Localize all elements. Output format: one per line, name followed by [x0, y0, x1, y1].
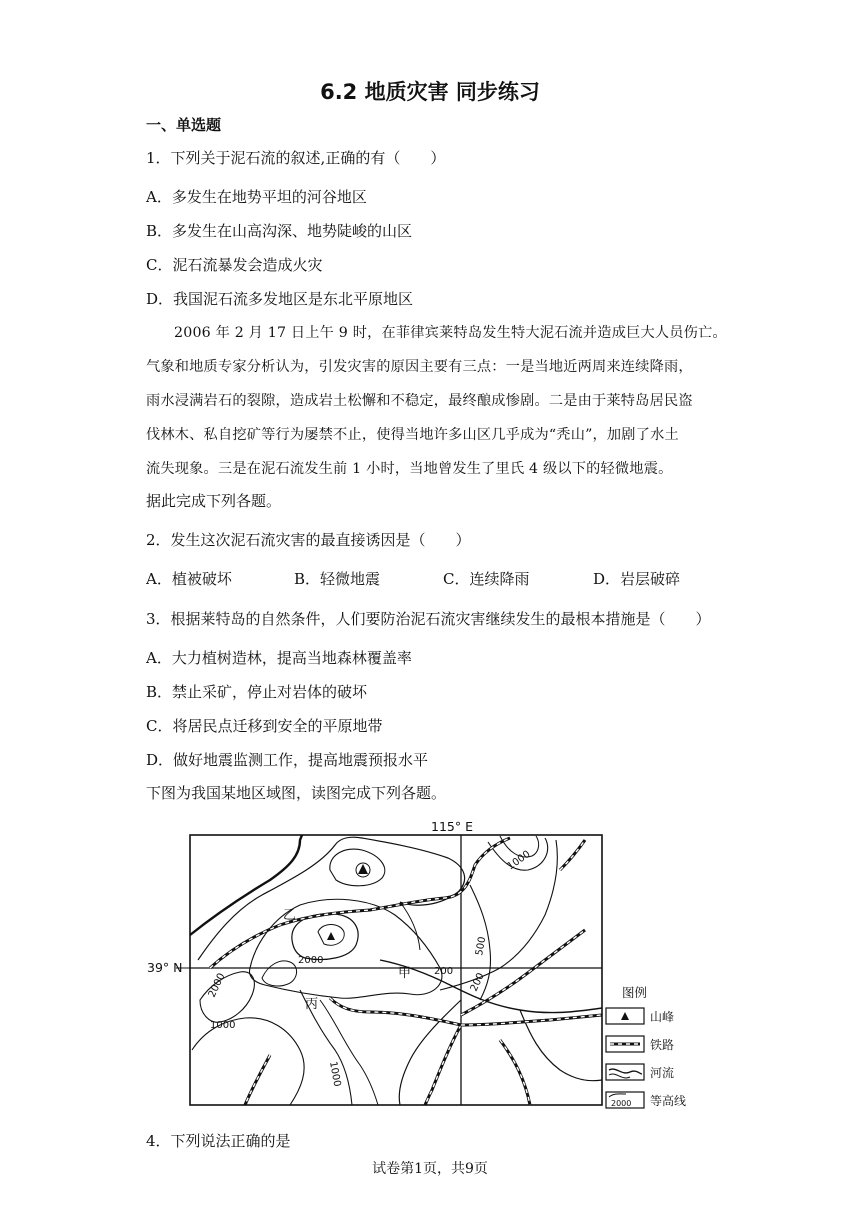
- passage-line-3: 雨水浸满岩石的裂隙，造成岩土松懈和不稳定，最终酿成惨剧。二是由于莱特岛居民盗: [146, 393, 693, 409]
- map-intro: 下图为我国某地区域图，读图完成下列各题。: [146, 784, 447, 802]
- question-2-stem: 2．发生这次泥石流灾害的最直接诱因是（ ）: [146, 531, 471, 549]
- question-2-option-a: A．植被破坏: [146, 570, 232, 588]
- latitude-label: 39° N: [147, 960, 183, 975]
- contour-label-200-b: 200: [434, 966, 454, 977]
- legend-title: 图例: [622, 985, 648, 1000]
- legend-river-label: 河流: [650, 1066, 675, 1080]
- question-1-stem: 1．下列关于泥石流的叙述,正确的有（ ）: [146, 149, 446, 167]
- passage-line-5: 流失现象。三是在泥石流发生前 1 小时，当地曾发生了里氏 4 级以下的轻微地震。: [146, 461, 673, 477]
- question-1-option-d: D．我国泥石流多发地区是东北平原地区: [146, 290, 414, 308]
- contour-2000-central: [292, 914, 358, 960]
- passage-line-1: 2006 年 2 月 17 日上午 9 时，在菲律宾莱特岛发生特大泥石流并造成巨大人员伤亡。: [174, 325, 727, 341]
- question-3-option-d: D．做好地震监测工作，提高地震预报水平: [146, 751, 429, 769]
- legend-contour-sample: 2000: [611, 1099, 632, 1108]
- contour-outer: [198, 837, 465, 960]
- contour-upper-peak: [330, 849, 385, 886]
- peak-icon-central: [327, 932, 335, 940]
- question-2-option-b: B．轻微地震: [294, 570, 381, 588]
- passage-instruction: 据此完成下列各题。: [146, 492, 282, 510]
- contour-label-2000-left: 2000: [206, 971, 228, 1000]
- question-1-option-a: A．多发生在地势平坦的河谷地区: [146, 188, 367, 206]
- contour-mid: [250, 899, 442, 998]
- question-2-option-d: D．岩层破碎: [593, 570, 681, 588]
- place-label-jia: 甲: [398, 966, 412, 981]
- passage-line-4: 伐林木、私自挖矿等行为屡禁不止，使得当地许多山区几乎成为“秃山”，加剧了水土: [146, 427, 679, 443]
- contour-label-1000-lower: 1000: [327, 1060, 343, 1088]
- peak-icon-north: [358, 864, 368, 874]
- question-4-stem: 4．下列说法正确的是: [146, 1132, 291, 1150]
- contour-2000-left: [200, 972, 254, 1023]
- question-3-option-c: C．将居民点迁移到安全的平原地带: [146, 717, 383, 735]
- place-label-yi: 乙: [283, 908, 297, 923]
- place-label-bing: 丙: [305, 997, 319, 1012]
- contour-label-1000-ne: 1000: [505, 848, 533, 873]
- passage-line-2: 气象和地质专家分析认为，引发灾害的原因主要有三点：一是当地近两周来连续降雨，: [146, 359, 693, 375]
- question-3-option-a: A．大力植树造林，提高当地森林覆盖率: [146, 649, 412, 667]
- longitude-label: 115° E: [431, 819, 473, 834]
- map-frame: [190, 835, 602, 1105]
- legend-contour-label: 等高线: [650, 1094, 687, 1108]
- contour-label-200-a: 200: [468, 971, 487, 994]
- question-3-stem: 3．根据莱特岛的自然条件，人们要防治泥石流灾害继续发生的最根本措施是（ ）: [146, 610, 711, 628]
- contour-label-1000-left: 1000: [210, 1020, 236, 1031]
- page-footer: 试卷第1页，共9页: [372, 1161, 488, 1177]
- page-title: 6.2 地质灾害 同步练习: [320, 80, 540, 104]
- legend-river-icon: [609, 1069, 642, 1074]
- contour-label-2000-central: 2000: [298, 955, 324, 966]
- section-heading: 一、单选题: [146, 116, 222, 134]
- legend-railway-label: 铁路: [650, 1038, 675, 1052]
- question-1-option-b: B．多发生在山高沟深、地势陡峻的山区: [146, 222, 413, 240]
- legend-peak-label: 山峰: [650, 1010, 675, 1024]
- question-3-option-b: B．禁止采矿，停止对岩体的破坏: [146, 683, 368, 701]
- legend-peak-icon: [621, 1012, 629, 1020]
- contour-1000-left: [192, 1018, 304, 1105]
- question-1-option-c: C．泥石流暴发会造成火灾: [146, 256, 323, 274]
- question-2-option-c: C．连续降雨: [443, 570, 530, 588]
- contour-label-500: 500: [474, 935, 489, 957]
- legend-contour-icon: [609, 1094, 626, 1097]
